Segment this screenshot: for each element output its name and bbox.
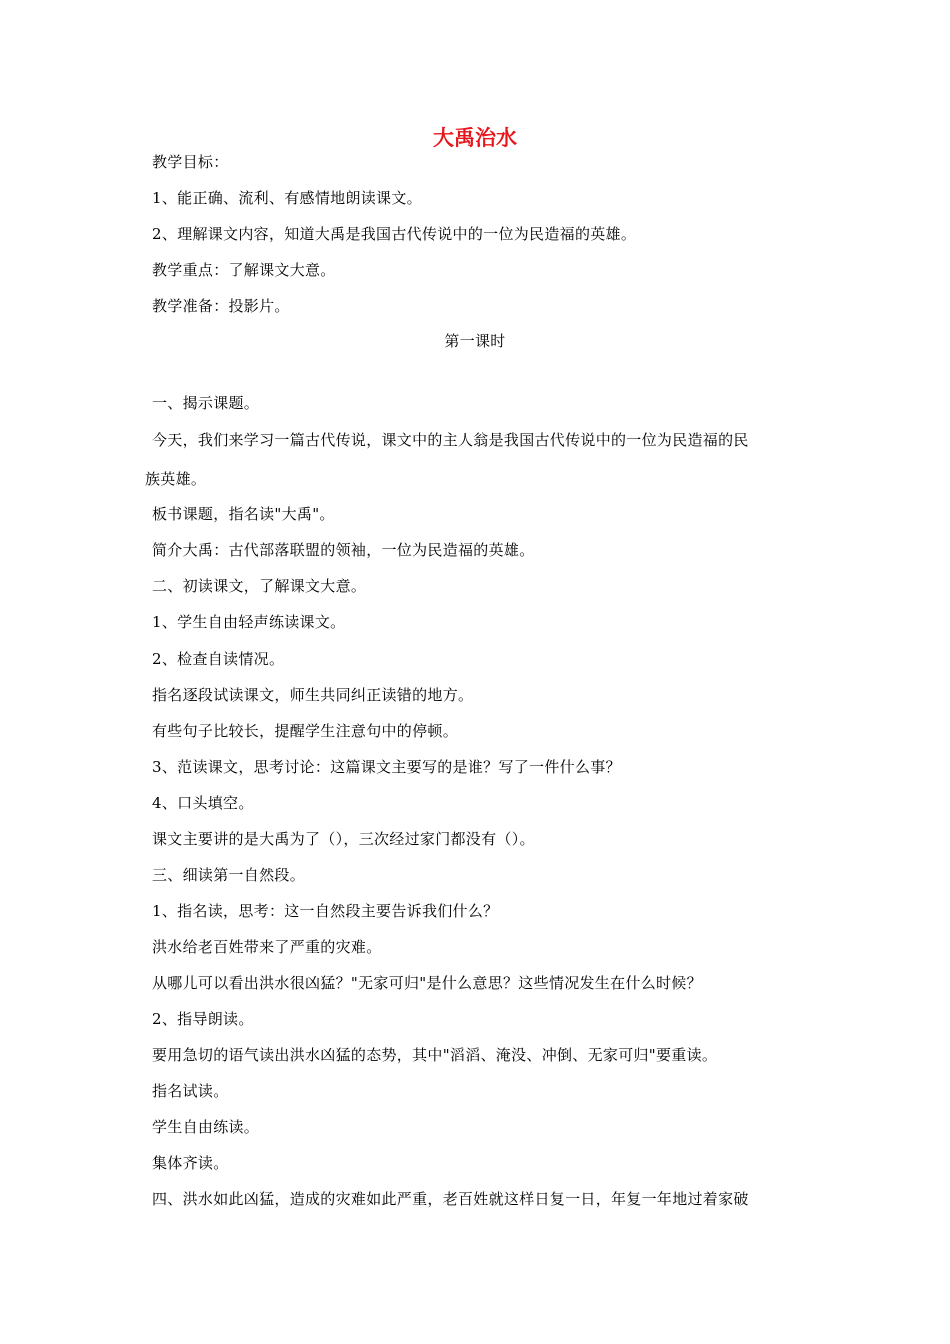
paragraph-intro: 今天，我们来学习一篇古代传说，课文中的主人翁是我国古代传说中的一位为民造福的民 xyxy=(152,431,749,449)
paragraph-objective-2: 2、理解课文内容，知道大禹是我国古代传说中的一位为民造福的英雄。 xyxy=(152,225,637,243)
paragraph-board: 板书课题，指名读"大禹"。 xyxy=(152,505,335,523)
paragraph-step-2-4: 4、口头填空。 xyxy=(152,794,254,812)
paragraph-group-reading: 集体齐读。 xyxy=(152,1154,229,1172)
paragraph-step-2-2: 2、检查自读情况。 xyxy=(152,650,285,668)
paragraph-pauses: 有些句子比较长，提醒学生注意句中的停顿。 xyxy=(152,722,459,740)
paragraph-step-3: 三、细读第一自然段。 xyxy=(152,866,306,884)
paragraph-flood-disaster: 洪水给老百姓带来了严重的灾难。 xyxy=(152,938,382,956)
document-title: 大禹治水 xyxy=(433,126,517,150)
paragraph-dayu-intro: 简介大禹：古代部落联盟的领袖，一位为民造福的英雄。 xyxy=(152,541,535,559)
paragraph-objectives-heading: 教学目标： xyxy=(152,153,229,171)
paragraph-step-3-2: 2、指导朗读。 xyxy=(152,1010,254,1028)
paragraph-step-3-1: 1、指名读，思考：这一自然段主要告诉我们什么？ xyxy=(152,902,499,920)
paragraph-fill-blank: 课文主要讲的是大禹为了（），三次经过家门都没有（）。 xyxy=(152,830,535,848)
paragraph-free-practice: 学生自由练读。 xyxy=(152,1118,260,1136)
paragraph-step-1: 一、揭示课题。 xyxy=(152,394,260,412)
paragraph-step-2-3: 3、范读课文，思考讨论：这篇课文主要写的是谁？写了一件什么事？ xyxy=(152,758,621,776)
paragraph-preparation: 教学准备：投影片。 xyxy=(152,297,290,315)
paragraph-step-4: 四、洪水如此凶猛，造成的灾难如此严重，老百姓就这样日复一日，年复一年地过着家破 xyxy=(152,1190,749,1208)
paragraph-intro-cont: 族英雄。 xyxy=(145,470,207,488)
paragraph-objective-1: 1、能正确、流利、有感情地朗读课文。 xyxy=(152,189,422,207)
paragraph-key-point: 教学重点：了解课文大意。 xyxy=(152,261,336,279)
paragraph-reading-tone: 要用急切的语气读出洪水凶猛的态势，其中"滔滔、淹没、冲倒、无家可归"要重读。 xyxy=(152,1046,718,1064)
section-heading-lesson-1: 第一课时 xyxy=(444,332,506,350)
paragraph-segment-reading: 指名逐段试读课文，师生共同纠正读错的地方。 xyxy=(152,686,474,704)
paragraph-named-reading: 指名试读。 xyxy=(152,1082,229,1100)
paragraph-step-2: 二、初读课文，了解课文大意。 xyxy=(152,577,367,595)
paragraph-step-2-1: 1、学生自由轻声练读课文。 xyxy=(152,613,346,631)
paragraph-flood-question: 从哪儿可以看出洪水很凶猛？"无家可归"是什么意思？这些情况发生在什么时候？ xyxy=(152,974,702,992)
